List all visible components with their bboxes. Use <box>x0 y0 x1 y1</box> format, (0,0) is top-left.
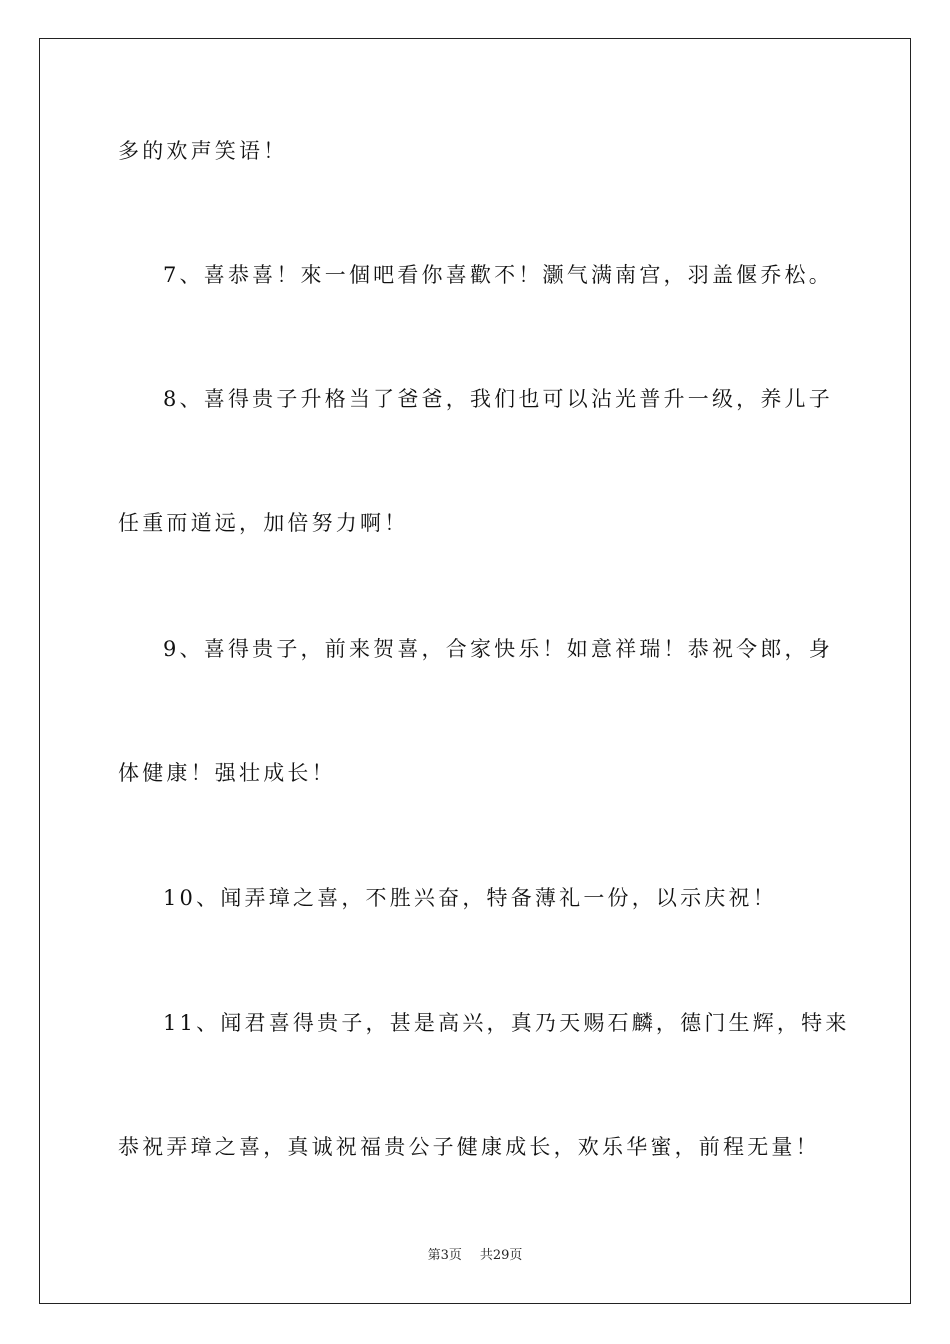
page-number: 第3页 <box>427 1248 462 1263</box>
item-11-line-2: 恭祝弄璋之喜，真诚祝福贵公子健康成长，欢乐华蜜，前程无量！ <box>118 1135 820 1159</box>
text-line-continuation: 多的欢声笑语！ <box>118 139 288 163</box>
item-9-line-2: 体健康！强壮成长！ <box>118 761 336 785</box>
page-border <box>39 38 911 1304</box>
item-8-line-2: 任重而道远，加倍努力啊！ <box>118 511 409 535</box>
item-7-line-1: 7、喜恭喜！來一個吧看你喜歡不！灏气满南宫，羽盖偃乔松。 <box>163 263 833 287</box>
item-8-line-1: 8、喜得贵子升格当了爸爸，我们也可以沾光普升一级，养儿子 <box>163 387 833 411</box>
total-pages: 共29页 <box>479 1248 523 1263</box>
page-footer <box>0 1247 950 1265</box>
item-9-line-1: 9、喜得贵子，前来贺喜，合家快乐！如意祥瑞！恭祝令郎，身 <box>163 637 833 661</box>
item-10-line-1: 10、闻弄璋之喜，不胜兴奋，特备薄礼一份，以示庆祝！ <box>163 886 777 910</box>
item-11-line-1: 11、闻君喜得贵子，甚是高兴，真乃天赐石麟，德门生辉，特来 <box>163 1011 850 1035</box>
